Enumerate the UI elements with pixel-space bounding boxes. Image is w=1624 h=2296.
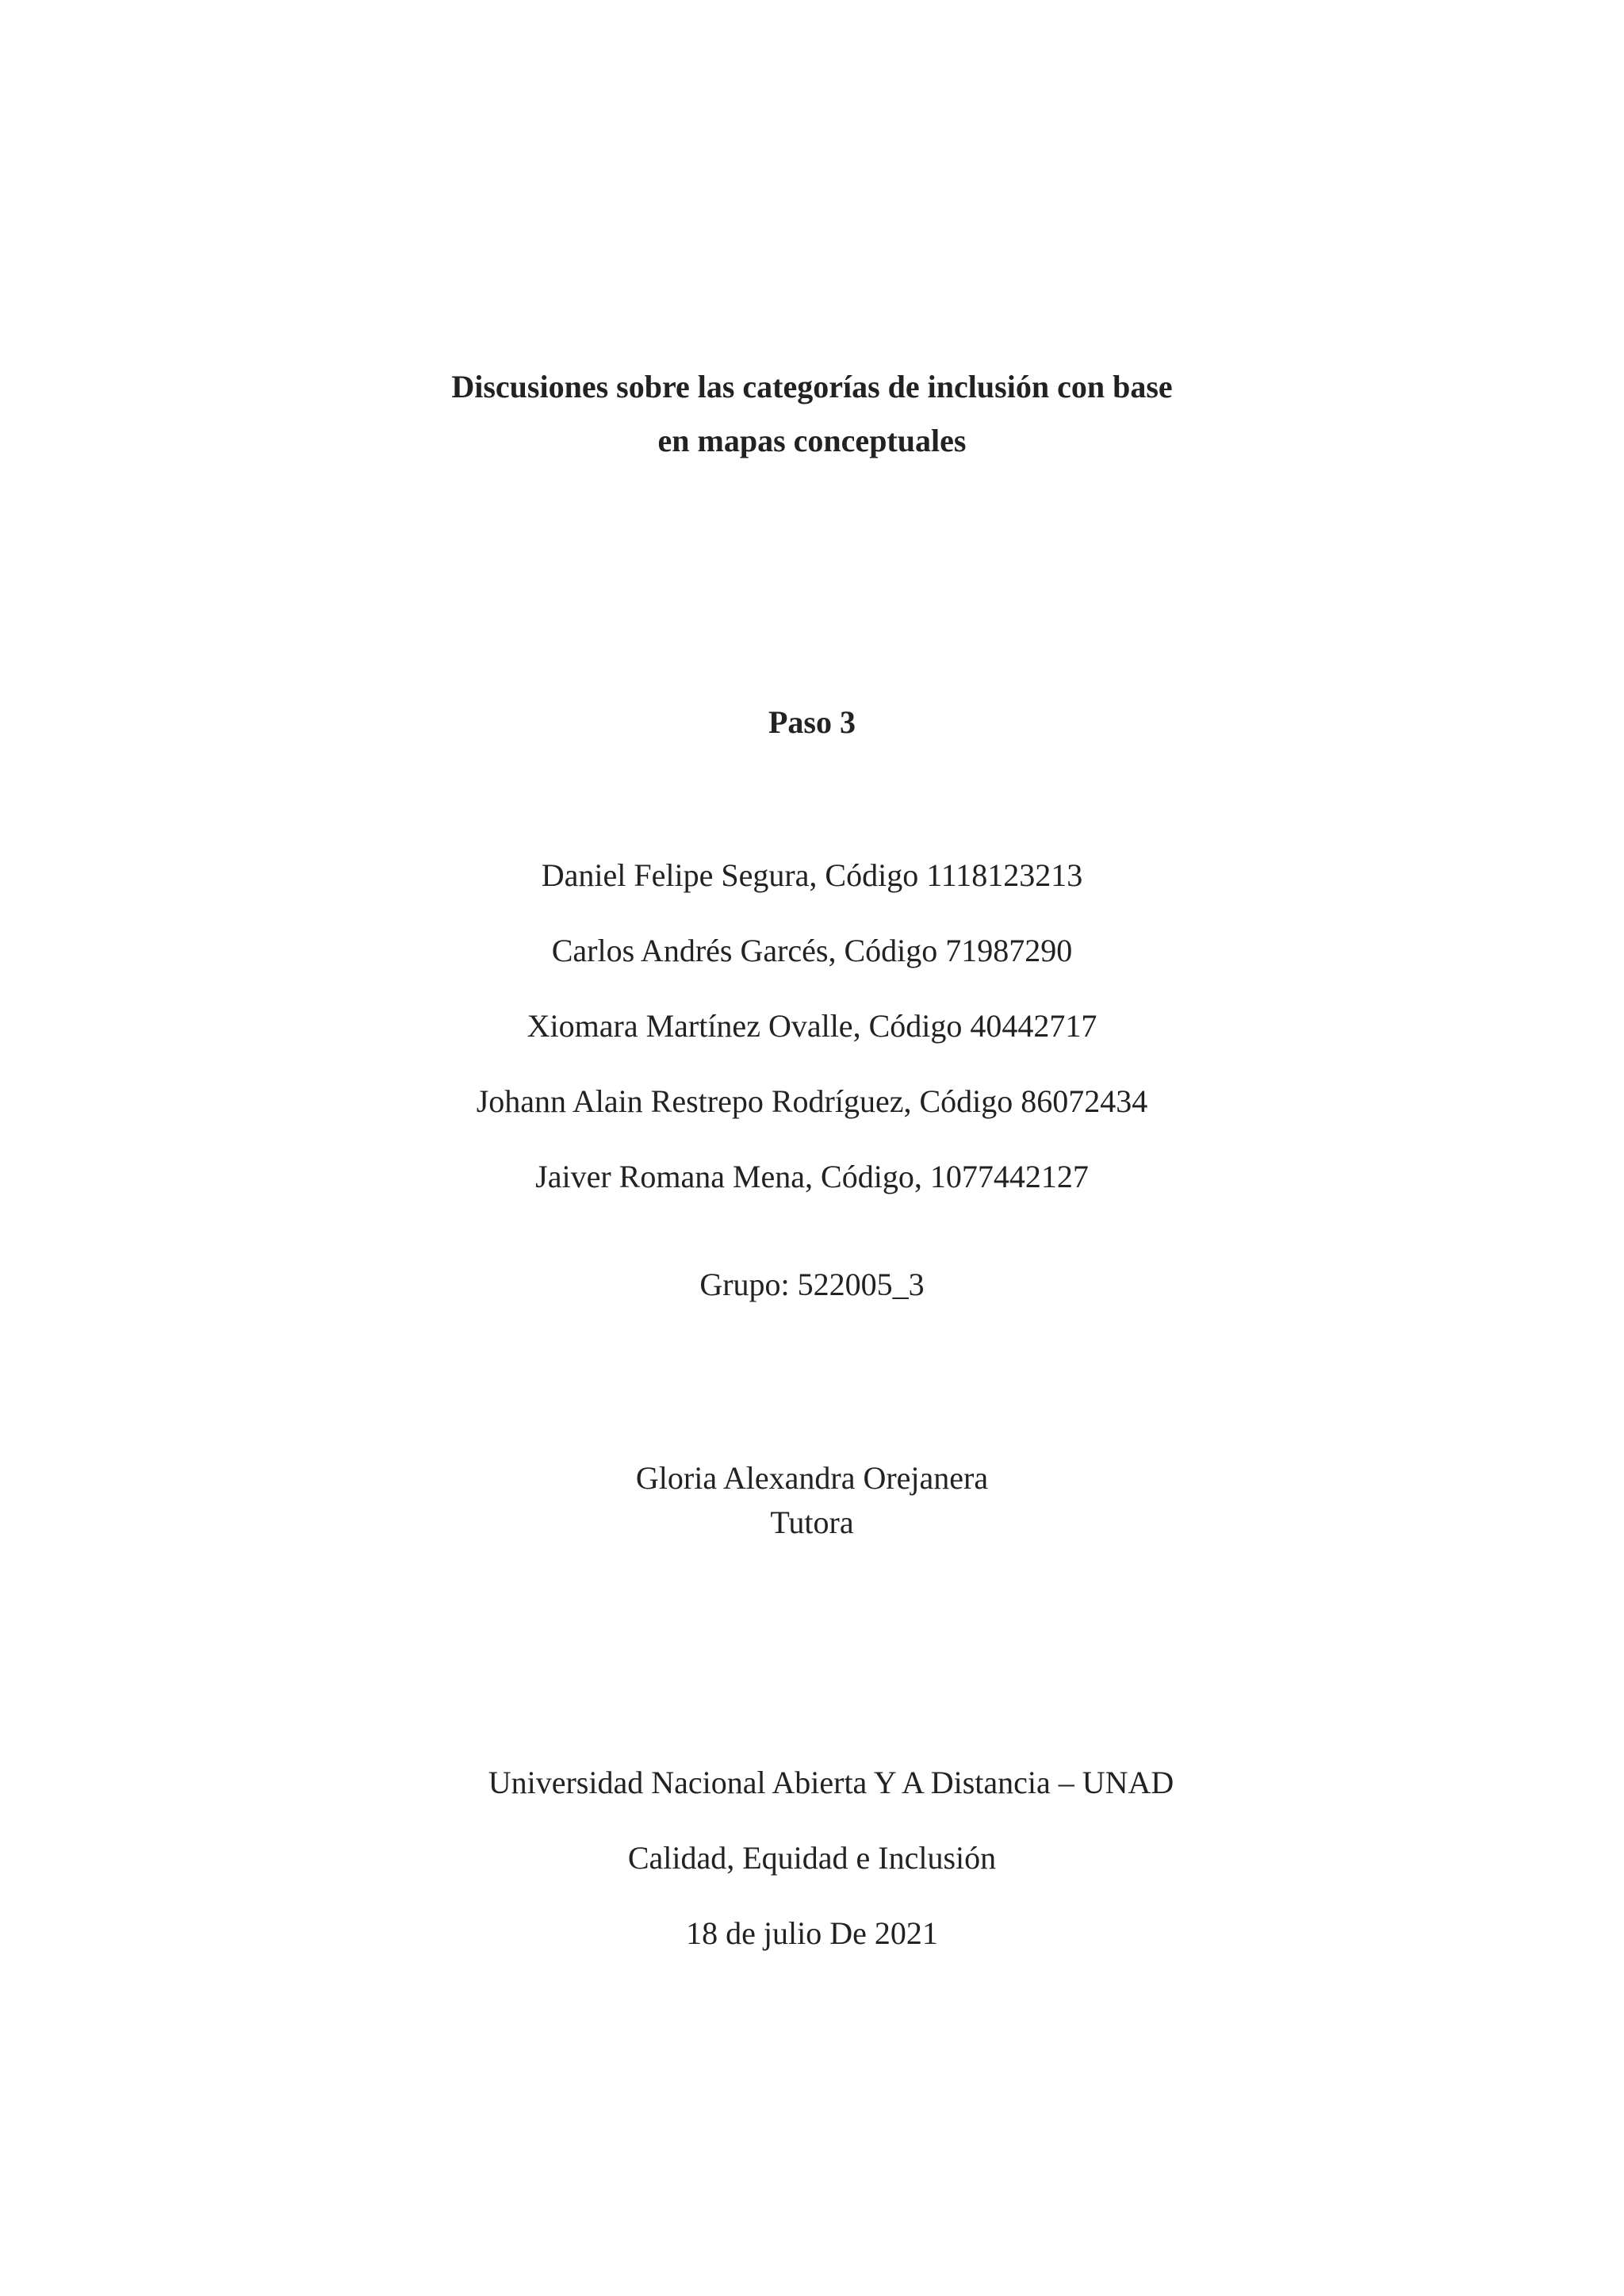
author-line: Jaiver Romana Mena, Código, 1077442127 — [535, 1159, 1089, 1194]
author-line: Xiomara Martínez Ovalle, Código 40442717 — [527, 1008, 1097, 1044]
title-line-2: en mapas conceptuales — [657, 423, 967, 458]
course-name: Calidad, Equidad e Inclusión — [627, 1840, 997, 1876]
tutor-role: Tutora — [770, 1504, 854, 1540]
document-date: 18 de julio De 2021 — [686, 1915, 938, 1951]
author-line: Johann Alain Restrepo Rodríguez, Código 86072434 — [476, 1083, 1148, 1119]
subtitle: Paso 3 — [768, 704, 856, 740]
title-line-1: Discusiones sobre las categorías de inclusión con base — [451, 369, 1173, 404]
author-line: Carlos Andrés Garcés, Código 71987290 — [551, 933, 1073, 968]
group-label: Grupo: 522005_3 — [699, 1267, 925, 1302]
author-line: Daniel Felipe Segura, Código 1118123213 — [541, 857, 1083, 893]
university-name: Universidad Nacional Abierta Y A Distancia – UNAD — [488, 1765, 1174, 1800]
tutor-name: Gloria Alexandra Orejanera — [635, 1460, 989, 1496]
